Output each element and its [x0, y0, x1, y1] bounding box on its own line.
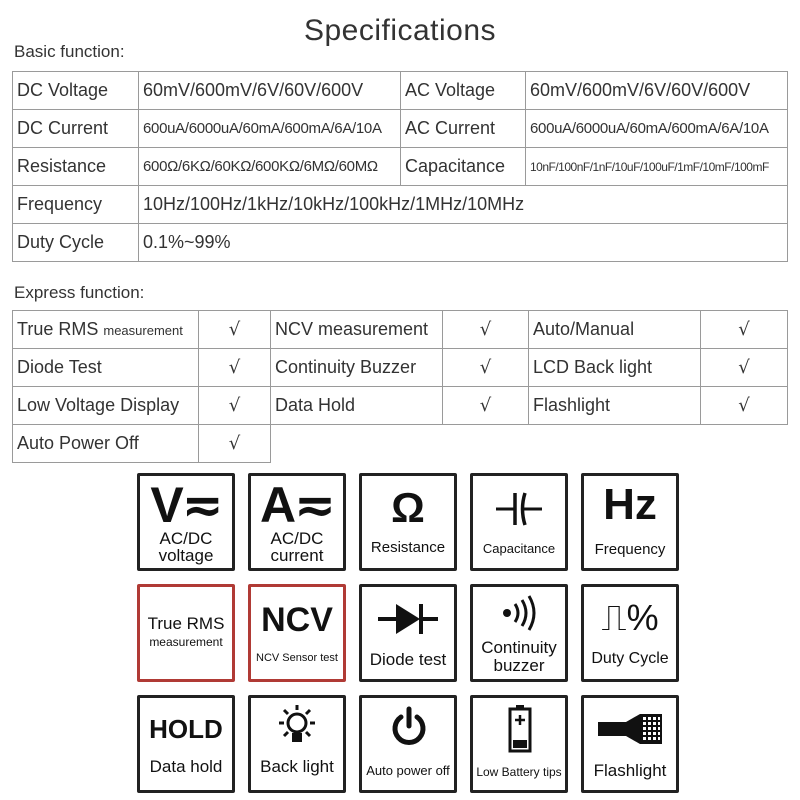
current-icon: A≂ — [259, 477, 334, 533]
basic-function-label: Basic function: — [14, 42, 125, 61]
flashlight-caption: Flashlight — [593, 761, 667, 780]
feature-name: Flashlight — [529, 387, 701, 425]
ncv-icon: NCV — [261, 601, 333, 639]
continuity-caption: Continuity — [481, 638, 557, 657]
bulb-icon — [277, 704, 317, 748]
duty-cycle-icon: ⎍% — [601, 597, 659, 638]
spec-name: AC Current — [401, 110, 526, 148]
voltage-caption: AC/DC — [159, 529, 213, 548]
spec-value: 600uA/6000uA/60mA/600mA/6A/10A — [139, 110, 401, 148]
ohm-icon: Ω — [391, 484, 425, 531]
auto-power-off-caption: Auto power off — [366, 763, 450, 778]
flashlight-tile — [581, 695, 679, 793]
spec-name: Duty Cycle — [13, 224, 139, 262]
check-mark: √ — [701, 311, 788, 349]
auto-power-off-tile — [359, 695, 457, 793]
voltage-caption: voltage — [158, 546, 214, 565]
battery-icon — [508, 704, 532, 754]
table-row — [13, 349, 788, 387]
table-row — [13, 148, 788, 186]
feature-label: True RMS — [17, 319, 99, 339]
continuity-caption: buzzer — [493, 656, 545, 675]
hold-caption: Data hold — [149, 757, 223, 776]
table-row — [13, 224, 788, 262]
voltage-icon: V≂ — [150, 477, 222, 533]
spec-value: 600Ω/6KΩ/60KΩ/600KΩ/6MΩ/60MΩ — [139, 148, 401, 186]
spec-value: 60mV/600mV/6V/60V/600V — [139, 72, 401, 110]
current-caption: AC/DC — [270, 529, 324, 548]
feature-name: Auto/Manual — [529, 311, 701, 349]
hz-icon: Hz — [603, 480, 657, 529]
diode-caption: Diode test — [369, 650, 447, 669]
true-rms-title: True RMS — [147, 614, 225, 633]
low-battery-tile — [470, 695, 568, 793]
power-icon — [391, 706, 427, 748]
diode-icon — [378, 601, 438, 637]
current-tile — [248, 473, 346, 571]
spec-name: Capacitance — [401, 148, 526, 186]
spec-name: DC Voltage — [13, 72, 139, 110]
true-rms-caption: measurement — [149, 635, 223, 649]
duty-cycle-tile — [581, 584, 679, 682]
feature-name: NCV measurement — [271, 311, 443, 349]
spec-value: 10nF/100nF/1nF/10uF/100uF/1mF/10mF/100mF — [526, 148, 788, 186]
backlight-caption: Back light — [260, 757, 334, 776]
hold-icon: HOLD — [149, 714, 223, 744]
express-function-label: Express function: — [14, 283, 145, 302]
spec-name: Resistance — [13, 148, 139, 186]
check-mark: √ — [199, 387, 271, 425]
capacitor-icon — [496, 490, 542, 528]
feature-name: LCD Back light — [529, 349, 701, 387]
check-mark: √ — [199, 349, 271, 387]
express-function-table — [12, 310, 788, 463]
flashlight-icon — [596, 712, 666, 746]
check-mark: √ — [443, 349, 529, 387]
feature-name: Auto Power Off — [13, 425, 199, 463]
basic-function-table — [12, 71, 788, 262]
feature-name: Diode Test — [13, 349, 199, 387]
hold-tile — [137, 695, 235, 793]
current-caption: current — [270, 546, 324, 565]
spec-value: 60mV/600mV/6V/60V/600V — [526, 72, 788, 110]
check-mark: √ — [443, 311, 529, 349]
diode-tile — [359, 584, 457, 682]
spec-value: 10Hz/100Hz/1kHz/10kHz/100kHz/1MHz/10MHz — [139, 186, 788, 224]
feature-name: Continuity Buzzer — [271, 349, 443, 387]
continuity-tile — [470, 584, 568, 682]
table-row — [13, 425, 788, 463]
backlight-tile — [248, 695, 346, 793]
spec-name: Frequency — [13, 186, 139, 224]
feature-name: Low Voltage Display — [13, 387, 199, 425]
voltage-tile — [137, 473, 235, 571]
table-row — [13, 311, 788, 349]
feature-name: Data Hold — [271, 387, 443, 425]
check-mark: √ — [199, 311, 271, 349]
table-row — [13, 186, 788, 224]
duty-cycle-caption: Duty Cycle — [591, 650, 669, 667]
spec-name: DC Current — [13, 110, 139, 148]
table-row — [13, 72, 788, 110]
resistance-tile — [359, 473, 457, 571]
capacitance-tile — [470, 473, 568, 571]
true-rms-tile — [137, 584, 235, 682]
table-row — [13, 387, 788, 425]
spec-name: AC Voltage — [401, 72, 526, 110]
resistance-caption: Resistance — [370, 539, 446, 556]
sound-icon — [499, 595, 539, 631]
frequency-tile — [581, 473, 679, 571]
feature-suffix: measurement — [103, 323, 183, 338]
spec-value: 0.1%~99% — [139, 224, 788, 262]
check-mark: √ — [701, 349, 788, 387]
low-battery-caption: Low Battery tips — [476, 765, 562, 779]
spec-value: 600uA/6000uA/60mA/600mA/6A/10A — [526, 110, 788, 148]
check-mark: √ — [443, 387, 529, 425]
check-mark: √ — [701, 387, 788, 425]
ncv-tile — [248, 584, 346, 682]
page-title: Specifications — [303, 14, 497, 47]
ncv-caption: NCV Sensor test — [256, 652, 338, 664]
table-row — [13, 110, 788, 148]
check-mark: √ — [199, 425, 271, 463]
feature-name — [13, 311, 199, 349]
frequency-caption: Frequency — [594, 541, 666, 558]
capacitance-caption: Capacitance — [482, 541, 556, 556]
